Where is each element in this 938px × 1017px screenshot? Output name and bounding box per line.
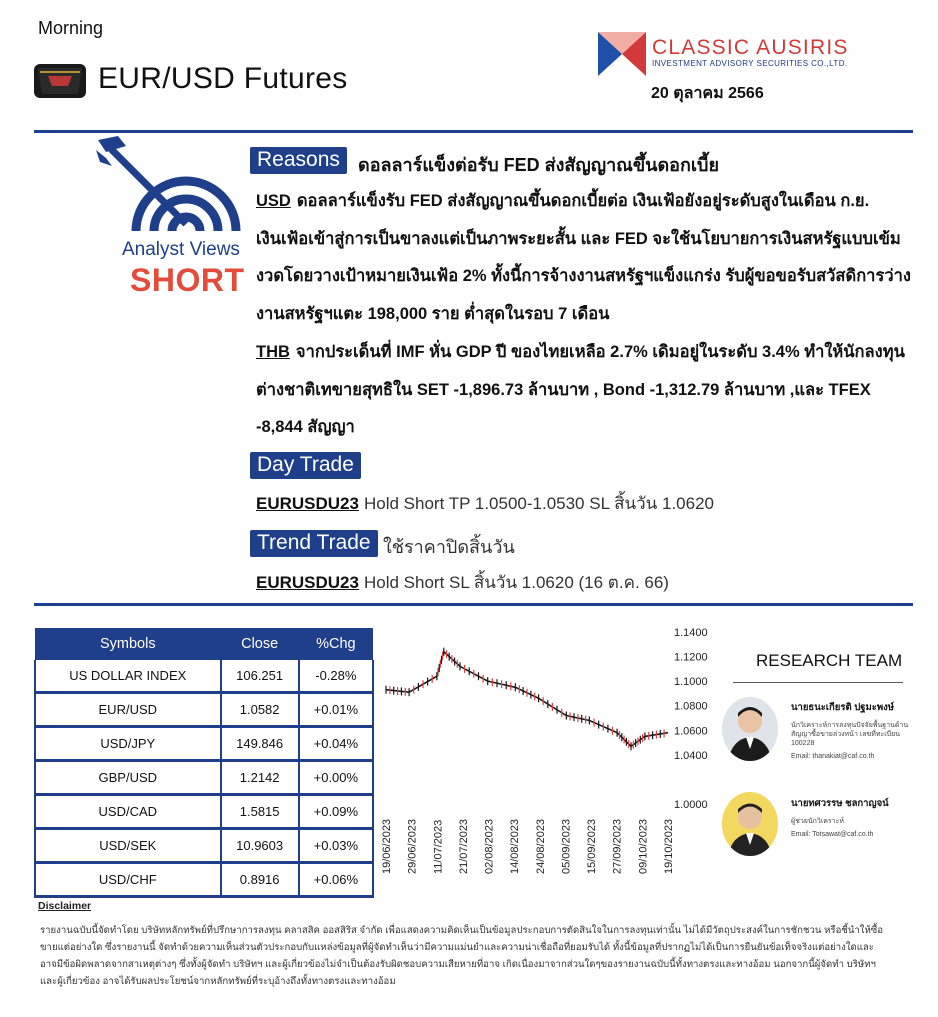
trend-trade-note: ใช้ราคาปิดสิ้นวัน (383, 537, 515, 557)
symbol-cell: EUR/USD (35, 693, 221, 727)
table-row (35, 795, 373, 829)
analyst-view-label: Analyst Views (122, 239, 240, 260)
table-row (35, 829, 373, 863)
table-row (35, 660, 373, 693)
x-tick-label: 15/09/2023 (586, 818, 599, 874)
x-tick-label: 11/07/2023 (432, 819, 445, 874)
change-cell: +0.06% (299, 863, 373, 897)
report-date: 20 ตุลาคม 2566 (651, 85, 764, 102)
member-email: Email: Totsawat@caf.co.th (791, 831, 874, 838)
y-tick-label: 1.1200 (674, 651, 708, 664)
disclaimer-text: รายงานฉบับนี้จัดทำโดย บริษัทหลักทรัพย์ที่ปรึกษาการลงทุน คลาสสิค ออสสิริส จำกัด เพื่อแสดงความคิดเห็นเป็นข้อมูลประกอบการตัดสินใจในการลงทุนเท่านั้น ไม่ได้มีวัตถุประสงค์ในการชักชวน หรือชี้นำให้ซื้อขายแต่อย่างใด ซึ่งรายงานนี้ จัดทำด้วยความเห็นส่วนตัวประกอบกับแหล่งข้อมูลที่ผู้จัดทำเห็นว่ามีความแม่นยำและความน่าเชื่อถือที่ยอมรับได้ ทั้งนี้ข้อมูลที่ปรากฏไม่ได้เป็นการยืนยันข้อเท็จจริงแต่อย่างใดและอาจมีข้อผิดพลาดจากสาเหตุต่างๆ ซึ่งทั้งผู้จัดทำ บริษัทฯ และผู้เกี่ยวข้องไม่จำเป็นต้องรับผิดชอบความเสียหายที่อาจ เกิดเนื่องมาจากส่วนใดๆของรายงานฉบับนี้ทั้งทางตรงและทางอ้อม นอกจากนี้ผู้จัดทำ บริษัทฯ และผู้เกี่ยวข้อง อาจได้รับผลประโยชน์จากหลักทรัพย์ที่ระบุอ้างถึงทั้งทางตรงและทางอ้อม (40, 925, 884, 987)
disclaimer-title: Disclaimer (38, 900, 92, 912)
research-team-title: RESEARCH TEAM (756, 651, 903, 670)
change-cell: +0.03% (299, 829, 373, 863)
member-name: นายธนะเกียรติ ปฐมะพงษ์ (791, 702, 895, 713)
close-cell: 149.846 (221, 727, 299, 761)
y-tick-label: 1.1400 (674, 627, 708, 639)
symbol-cell: USD/SEK (35, 829, 221, 863)
day-trade-symbol: EURUSDU23 (256, 494, 359, 513)
x-tick-label: 27/09/2023 (611, 818, 624, 874)
x-tick-label: 09/10/2023 (637, 818, 650, 874)
y-tick-label: 1.0400 (674, 749, 708, 762)
col-header: Symbols (35, 628, 221, 660)
analyst-call: SHORT (130, 262, 245, 298)
classic-ausiris-logo-icon (596, 28, 648, 80)
divider (34, 130, 913, 133)
symbol-cell: USD/CHF (35, 863, 221, 897)
change-cell: +0.09% (299, 795, 373, 829)
y-tick-label: 1.0800 (674, 700, 708, 713)
day-trade-text: Hold Short TP 1.0500-1.0530 SL สิ้นวัน 1.0620 (363, 494, 715, 513)
x-tick-label: 29/06/2023 (406, 818, 419, 874)
table-row (35, 863, 373, 897)
trend-trade-symbol: EURUSDU23 (256, 573, 359, 592)
x-tick-label: 02/08/2023 (483, 818, 496, 874)
x-tick-label: 19/10/2023 (663, 818, 675, 874)
symbol-cell: USD/CAD (35, 795, 221, 829)
member-name: นายทศวรรษ ชลกาญจน์ (791, 798, 889, 809)
symbol-cell: US DOLLAR INDEX (35, 660, 221, 693)
close-cell: 1.0582 (221, 693, 299, 727)
change-cell: +0.00% (299, 761, 373, 795)
x-tick-label: 14/08/2023 (509, 818, 522, 874)
close-cell: 1.5815 (221, 795, 299, 829)
col-header: %Chg (299, 628, 373, 660)
change-cell: +0.04% (299, 727, 373, 761)
close-cell: 0.8916 (221, 863, 299, 897)
brand-name: CLASSIC AUSIRIS (652, 36, 849, 59)
member-email: Email: thanakiat@caf.co.th (791, 753, 875, 760)
session-label: Morning (38, 18, 104, 38)
analyst-photo-avatar (722, 792, 778, 856)
member-role: นักวิเคราะห์การลงทุนปัจจัยพื้นฐานด้านสัญญาซื้อขายล่วงหน้า เลขที่ทะเบียน 100228 (791, 722, 909, 747)
close-cell: 106.251 (221, 660, 299, 693)
research-member (791, 700, 921, 761)
divider (733, 682, 903, 683)
close-cell: 1.2142 (221, 761, 299, 795)
tfex-fx-futures-logo (34, 64, 86, 98)
market-table (34, 628, 374, 898)
table-row (35, 693, 373, 727)
table-row (35, 761, 373, 795)
col-header: Close (221, 628, 299, 660)
x-tick-label: 19/06/2023 (381, 818, 393, 874)
usd-paragraph (256, 183, 912, 333)
symbol-cell: USD/JPY (35, 727, 221, 761)
trend-trade-text: Hold Short SL สิ้นวัน 1.0620 (16 ต.ค. 66) (363, 573, 669, 592)
thb-tag: THB (256, 343, 290, 361)
y-tick-label: 1.0000 (674, 799, 708, 811)
table-row (35, 727, 373, 761)
change-cell: +0.01% (299, 693, 373, 727)
y-tick-label: 1.1000 (674, 676, 708, 689)
thb-paragraph (256, 334, 912, 447)
trend-trade-line (256, 569, 669, 596)
price-series-line (386, 652, 668, 747)
research-member (791, 796, 921, 839)
brand-subtitle: INVESTMENT ADVISORY SECURITIES CO.,LTD. (652, 59, 848, 68)
eurusd-price-chart (378, 622, 718, 882)
target-arrow-icon (96, 136, 246, 234)
change-cell: -0.28% (299, 660, 373, 693)
usd-tag: USD (256, 192, 291, 210)
x-tick-label: 05/09/2023 (560, 818, 573, 874)
y-tick-label: 1.0600 (674, 725, 708, 738)
usd-text: ดอลลาร์แข็งรับ FED ส่งสัญญาณขึ้นดอกเบี้ยต่อ เงินเฟ้อยังอยู่ระดับสูงในเดือน ก.ย. เงินเฟ้อเข้าสู่การเป็นขาลงแต่เป็นภาพระยะสั้น และ FED จะใช้นโยบายการเงินสหรัฐแบบเข้มงวดโดยวางเป้าหมายเงินเฟ้อ 2% ทั้งนี้การจ้างงานสหรัฐฯแข็งแกร่ง รับผู้ขอขอรับสวัสดิการว่างงานสหรัฐฯแตะ 198,000 ราย ต่ำสุดในรอบ 7 เดือน (256, 192, 911, 323)
analyst-photo-avatar (722, 697, 778, 761)
reasons-label: Reasons (250, 147, 347, 174)
close-cell: 10.9603 (221, 829, 299, 863)
member-role: ผู้ช่วยนักวิเคราะห์ (791, 818, 844, 825)
thb-text: จากประเด็นที่ IMF หั่น GDP ปี ของไทยเหลือ 2.7% เดิมอยู่ในระดับ 3.4% ทำให้นักลงทุนต่างชาติเทขายสุทธิใน SET -1,896.73 ล้านบาท , Bond -1,312.79 ล้านบาท ,และ TFEX -8,844 สัญญา (256, 343, 905, 436)
page-title: EUR/USD Futures (98, 62, 348, 95)
divider (34, 603, 913, 606)
x-tick-label: 21/07/2023 (457, 818, 470, 874)
day-trade-line (256, 490, 714, 517)
reasons-title: ดอลลาร์แข็งต่อรับ FED ส่งสัญญาณขึ้นดอกเบี้ย (358, 155, 720, 175)
trend-trade-label: Trend Trade (250, 530, 378, 557)
x-tick-label: 24/08/2023 (534, 818, 547, 874)
day-trade-label: Day Trade (250, 452, 361, 479)
symbol-cell: GBP/USD (35, 761, 221, 795)
